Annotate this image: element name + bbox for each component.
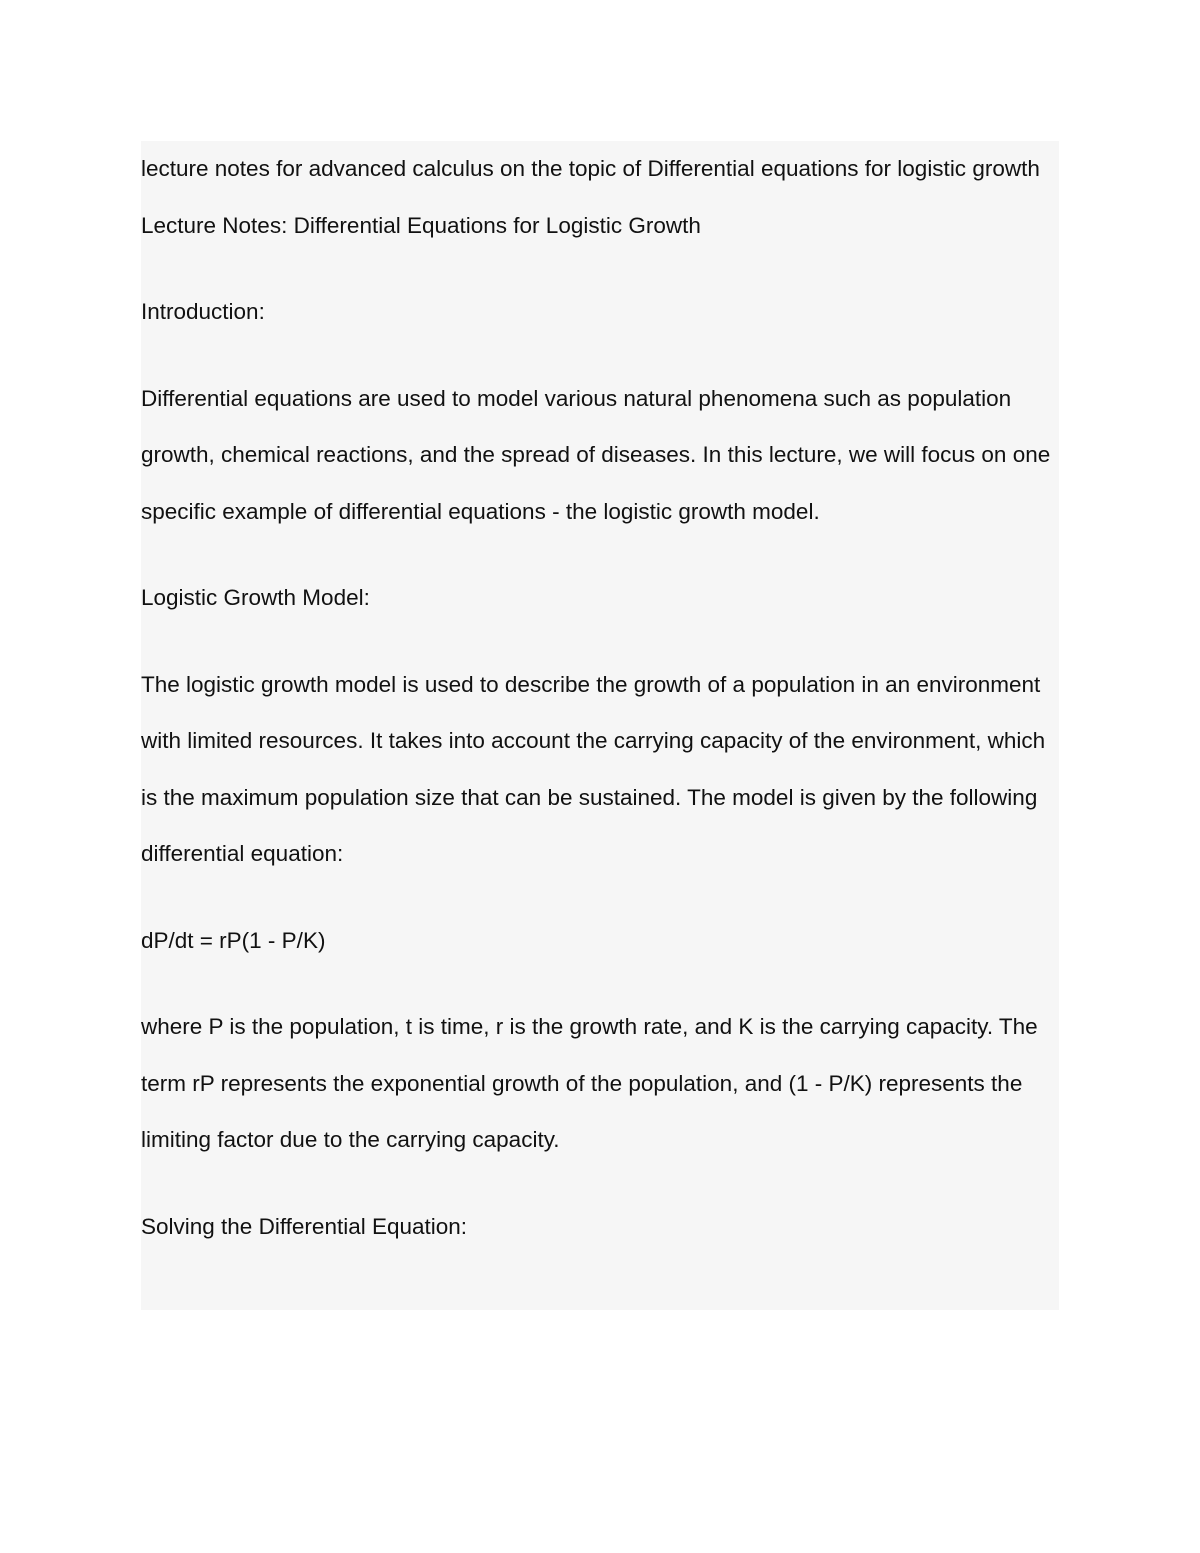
logistic-equation: dP/dt = rP(1 - P/K) bbox=[141, 927, 326, 953]
spacer bbox=[141, 1169, 1059, 1199]
prompt-text: lecture notes for advanced calculus on the topic of Differential equations for logistic growth bbox=[141, 156, 1040, 181]
spacer bbox=[141, 341, 1059, 371]
section-body-logistic-model: The logistic growth model is used to describe the growth of a population in an environment with limited resources. It takes into account the carrying capacity of the environment, which is the maximum population size that can be sustained. The model is given by the following differential equation: bbox=[141, 671, 1046, 866]
spacer bbox=[141, 969, 1059, 999]
section-title-introduction: Introduction: bbox=[141, 299, 265, 324]
section-title-solving: Solving the Differential Equation: bbox=[141, 1213, 468, 1239]
spacer bbox=[141, 540, 1059, 570]
equation-explanation: where P is the population, t is time, r is the growth rate, and K is the carrying capacity. The term rP represents the exponential growth of the population, and (1 - P/K) represents the limiting factor due to the carrying capacity. bbox=[141, 1014, 1038, 1152]
section-body-introduction: Differential equations are used to model various natural phenomena such as population growth, chemical reactions, and the spread of diseases. In this lecture, we will focus on one specific example of differential equations - the logistic growth model. bbox=[141, 385, 1051, 524]
section-title-logistic-model: Logistic Growth Model: bbox=[141, 585, 370, 610]
document-content bbox=[141, 141, 1059, 1310]
spacer bbox=[141, 254, 1059, 284]
spacer bbox=[141, 627, 1059, 657]
spacer bbox=[141, 883, 1059, 913]
document-heading: Lecture Notes: Differential Equations for Logistic Growth bbox=[141, 212, 701, 238]
